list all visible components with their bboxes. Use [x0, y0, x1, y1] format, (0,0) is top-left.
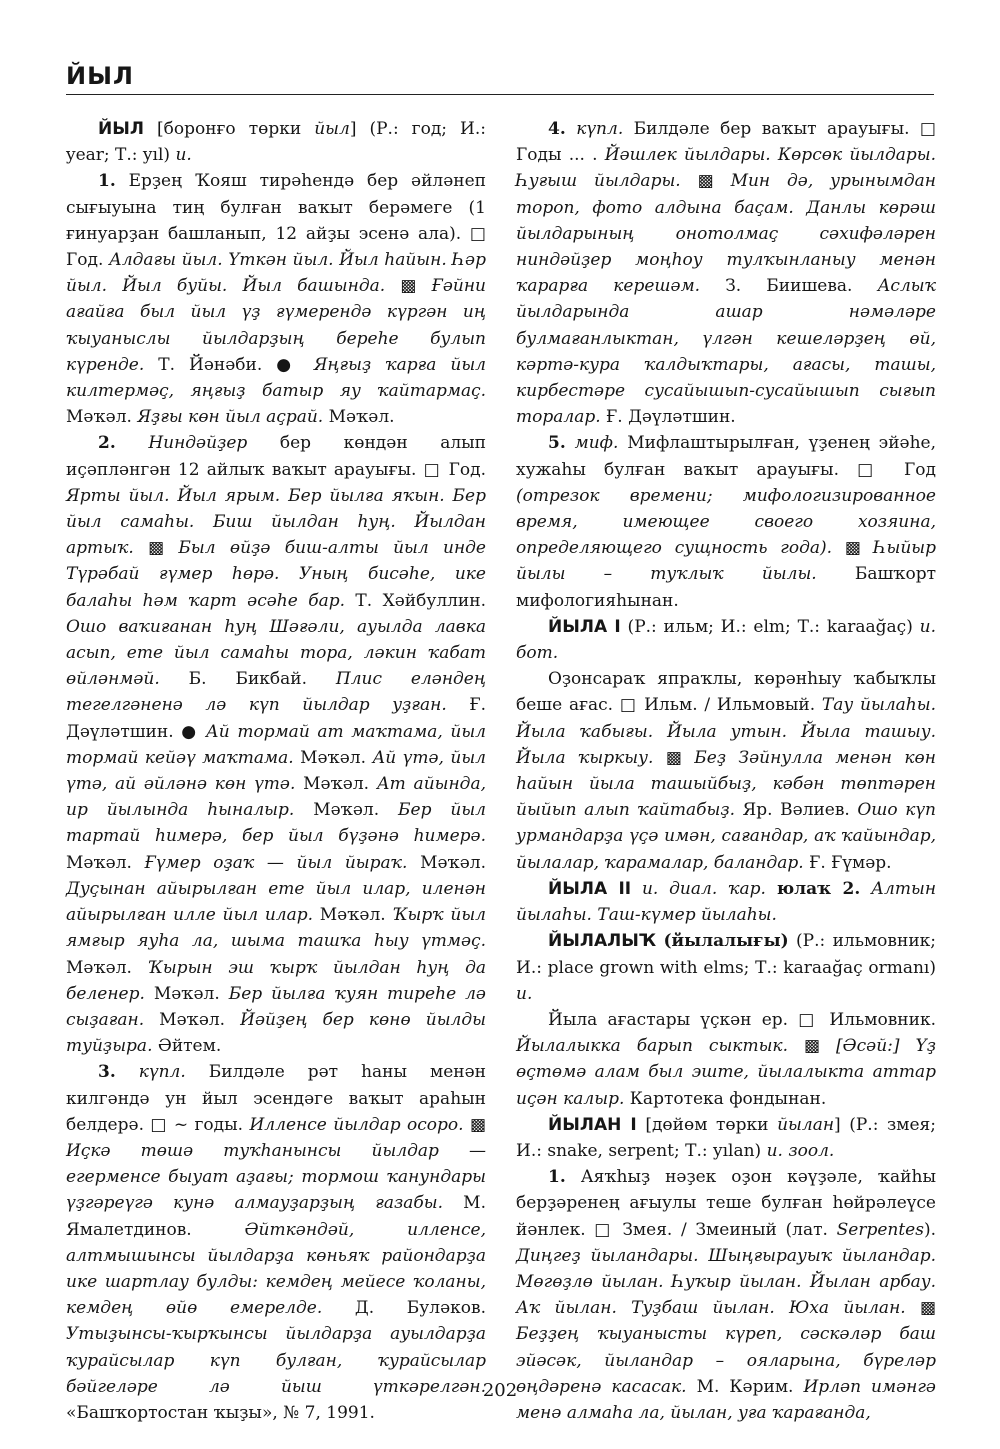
italic-text: Яңғыҙ ҡарға йыл килтермәҫ, яңғыҙ батыр яу ҡайтармаҫ.	[66, 354, 487, 402]
italic-text: и. бот.	[516, 616, 936, 664]
text-run	[860, 879, 871, 899]
entry-paragraph	[516, 116, 936, 430]
italic-text: Ирләп имәнгә менә алмаһа ла, йылан, уға ҡарағанда,	[516, 1376, 936, 1423]
italic-text: Яҙғы көн йыл аҫрай.	[137, 407, 324, 428]
text-run: «Башҡортостан ҡыҙы», № 7, 1991.	[66, 1402, 375, 1423]
italic-text: Диңгеҙ йыландары. Шыңғырауыҡ йыландар. Мөгөҙлө йылан. Һуҡыр йылан. Йылан арбау. Аҡ йылан. Туҙбаш йылан. Юха йылан.	[516, 1245, 936, 1319]
text-run: Мәҡәл.	[295, 774, 377, 795]
entry-paragraph	[516, 1112, 936, 1164]
text-run: Б. Бикбай.	[159, 669, 336, 690]
italic-text: (отрезок времени; мифологизированное время, имеющее своего хозяина, определяющего сущность года).	[516, 485, 936, 559]
text-run: М. Кәрим.	[686, 1376, 804, 1397]
entry-paragraph	[516, 430, 936, 613]
text-run: Башҡорт мифологияһынан.	[516, 564, 936, 611]
italic-text: йыл	[314, 119, 350, 139]
italic-text: Йәйҙең бер көнө йылды туйҙыра.	[66, 1009, 486, 1057]
italic-text: Ярты йыл. Йыл ярым. Бер йылға яҡын. Бер йыл самаһы. Биш йылдан һуң. Йылдан артыҡ.	[66, 485, 486, 559]
text-run	[116, 1062, 139, 1082]
text-run: Оҙонсараҡ япраҡлы, көрәнһыу ҡабыҡлы беше ағас. □ Ильм. / Ильмовый.	[516, 669, 936, 716]
text-run: Мәҡәл.	[313, 905, 393, 926]
text-run: Мәҡәл.	[293, 747, 373, 768]
headword: ЙЫЛА II	[548, 878, 632, 899]
italic-text: күпл.	[138, 1062, 186, 1083]
text-run	[116, 433, 149, 453]
text-run: Мәҡәл.	[66, 407, 138, 428]
text-run: ▩	[905, 1298, 937, 1319]
text-run: ▩	[680, 171, 731, 192]
text-run: Ғ. Дәүләтшин. ●	[66, 695, 486, 742]
entry-paragraph	[66, 430, 486, 1059]
text-run: бер көндән алып иҫәпләнгән 12 айлыҡ ваҡыт арауығы. □ Год.	[66, 433, 486, 480]
running-header-title: ЙЫЛ	[66, 62, 134, 90]
italic-text: Ат айында, ир йылында һыналыр.	[66, 774, 486, 821]
italic-text: Алтын йылаһы. Таш-күмер йылаһы.	[516, 878, 937, 926]
text-run: Т. Йәнәби. ●	[144, 354, 314, 375]
text-run: Йыла ағастары үҫкән ер. □ Ильмовник.	[548, 1009, 936, 1030]
text-run: Ғ. Ғүмәр.	[803, 852, 892, 873]
text-run: Мәҡәл.	[294, 800, 399, 821]
italic-text: Аслыҡ йылдарында ашар нәмәләре булмағанлыктан, үлгән кешеләрҙең өй, кәртә-кура ҡалдыҡтары, ағасы, ташы, кирбестәре сусайышып-сусайышып сығып торалар.	[516, 276, 936, 428]
italic-text: и. зоол.	[766, 1140, 835, 1161]
italic-text: Ниндәйҙер	[148, 433, 248, 454]
entry-paragraph	[516, 666, 936, 876]
italic-text: Ҡырҡ йыл ямғыр яуһа ла, шыма ташҡа һыу үтмәҫ.	[66, 905, 486, 952]
sense-number: 2.	[98, 433, 116, 454]
italic-text: Иҫкә төшә туҡһанынсы йылдар — егерменсе быуат аҙағы; тормош ҡанундары үҙгәреүгә кунә алмауҙарҙың ғазабы.	[66, 1140, 486, 1214]
sense-number: 1.	[98, 171, 116, 192]
text-run: ▩	[832, 538, 874, 559]
text-run: Мәҡәл.	[323, 407, 395, 428]
text-run: Мәҡәл.	[144, 983, 229, 1004]
italic-text: Илленсе йылдар осоро.	[249, 1114, 464, 1135]
entry-paragraph	[516, 876, 936, 928]
italic-text: Ай үтә, йыл үтә, ай әйләнә көн үтә.	[66, 747, 487, 795]
text-run	[566, 433, 575, 453]
text-run: Билдәле рәт һаны менән килгәндә ун йыл эсендәге ваҡыт араһын белдерә. □ ~ годы.	[66, 1062, 486, 1135]
entry-paragraph	[66, 168, 486, 430]
italic-text: [Әсәй:] Үҙ өҫтөмә алам был эште, йылалыкта аттар иҫән калыр.	[516, 1036, 937, 1109]
text-run: Д. Буләков.	[322, 1298, 486, 1319]
text-run: ).	[923, 1219, 936, 1240]
italic-text: Һыйыр йылы – туҡлыҡ йылы.	[516, 538, 937, 585]
italic-text: Йылалыкка барып сыктык.	[516, 1036, 788, 1057]
italic-text: Беҙ Зәйнулла менән көн һайын йыла ташыйбыҙ, кәбән төптәрен йыйып алып ҡайтабыҙ.	[516, 747, 936, 821]
italic-text: миф.	[574, 433, 619, 454]
italic-text: Тау йылаһы. Йыла ҡабығы. Йыла утын. Йыла ташыу. Йыла ҡыркыу.	[516, 695, 936, 768]
text-run: (йылалығы)	[663, 931, 789, 952]
italic-text: Ғәйни ағайға был йыл үҙ ғүмерендә күргән иң ҡыуаныслы йылдарҙың береһе булып күренде.	[66, 276, 486, 375]
text-run: ▩	[385, 276, 432, 297]
entry-paragraph	[516, 928, 936, 1007]
italic-text: Ҡырын эш ҡырҡ йылдан һуң да беленер.	[66, 957, 486, 1004]
entry-paragraph	[516, 1007, 936, 1112]
italic-text: и.	[175, 145, 192, 166]
headword: ЙЫЛ	[98, 119, 144, 139]
text-run: Билдәле бер ваҡыт арауығы. □ Годы ... .	[516, 119, 936, 166]
text-run: Мәҡәл.	[66, 957, 148, 978]
entry-paragraph	[66, 1059, 486, 1426]
text-run	[766, 879, 777, 899]
italic-text: Ошо ваҡиғанан һуң Шәғәли, ауылда лавка асып, ете йыл самаһы тора, ләкин ҡабат өйләнмәй.	[66, 616, 486, 690]
italic-text: Беҙҙең ҡыуанысты күреп, сәскәләр баш эйәсәк, йыландар – ояларына, бүреләр өңдәренә касасак.	[516, 1324, 936, 1397]
italic-text: Алдағы йыл. Үткән йыл. Йыл һайын. Һәр йыл. Йыл буйы. Йыл башында.	[66, 250, 486, 297]
text-run: ▩	[653, 747, 695, 768]
text-run: [боронғо төрки	[143, 119, 315, 139]
text-run: М. Ямалетдинов.	[66, 1193, 486, 1240]
italic-text: Бер йыл тартай һимерә, бер йыл бүҙәнә һимерә.	[66, 800, 486, 847]
text-run	[631, 879, 642, 899]
text-run: ▩	[133, 538, 179, 559]
headword: ЙЫЛА I	[548, 616, 621, 637]
text-run: Мәҡәл.	[66, 852, 145, 873]
page-number: 202	[482, 1380, 518, 1401]
left-column	[66, 116, 486, 1426]
italic-text: Дуҫынан айырылған ете йыл илар, иленән айырылған илле йыл илар.	[66, 878, 486, 926]
italic-text: йылан	[777, 1114, 835, 1135]
text-run: Мифлаштырылған, үҙенең эйәһе, хужаһы булған ваҡыт арауығы. □ Год	[516, 433, 937, 480]
entry-paragraph	[66, 116, 486, 168]
text-run: Әйтем.	[152, 1036, 222, 1057]
italic-text: Serpentes	[836, 1219, 924, 1240]
running-header	[66, 52, 934, 95]
text-run: Ғ. Дәүләтшин.	[600, 407, 736, 428]
italic-text: Утыҙынсы-ҡырҡынсы йылдарҙа ауылдарҙа ҡурайсылар күп булған, ҡурайсылар бәйгеләре лә йыш үткәрелгән.	[66, 1324, 486, 1397]
sense-number: 1.	[548, 1167, 566, 1188]
text-run: [дөйөм төрки	[636, 1114, 778, 1135]
text-run: ] (Р.: змея; И.: snake, serpent; Т.: yılan)	[516, 1114, 937, 1161]
text-run: ▩	[463, 1114, 487, 1135]
text-run: З. Биишева.	[700, 276, 878, 297]
text-run	[566, 119, 576, 139]
text-run: Картотека фондынан.	[624, 1088, 827, 1109]
text-run: ▩	[787, 1036, 837, 1057]
italic-text: Ғүмер оҙаҡ — йыл йыраҡ.	[144, 852, 408, 873]
sense-number: 4.	[548, 119, 566, 139]
sense-number: 3.	[98, 1062, 116, 1083]
text-run: (Р.: ильмовник; И.: place grown with elms; Т.: karaağaç ormanı)	[516, 931, 936, 978]
italic-text: Әйткәндәй, илленсе, алтмышынсы йылдарҙа көньяҡ райондарҙа ике шартлау булды: кемдең мейесе ҡоланы, кемдең өйө емерелде.	[66, 1219, 486, 1319]
right-column	[516, 116, 936, 1426]
text-run: ] (Р.: год; И.: year; Т.: yıl)	[66, 119, 486, 166]
text-run: Ерҙең Ҡояш тирәһендә бер әйләнеп сығыуына тиң булған ваҡыт берәмеге (1 ғинуарҙан башланып, 12 айҙы эсенә ала). □ Год.	[66, 171, 486, 271]
text-run: (Р.: ильм; И.: elm; Т.: karaağaç)	[620, 616, 920, 637]
italic-text: и.	[516, 983, 533, 1004]
italic-text: и. диал. ҡар.	[641, 878, 766, 899]
italic-text: Бер йылға ҡуян тиреһе лә сыҙаған.	[66, 983, 486, 1030]
text-run: Яр. Вәлиев.	[735, 800, 858, 821]
text-run: юлаҡ 2.	[776, 878, 861, 899]
text-run: Аяҡһыҙ нәҙек оҙон кәүҙәле, ҡайһы берҙәренең ағыулы теше булған һөйрәлеүсе йәнлек. □ Змея. / Змеиный (лат.	[516, 1167, 936, 1240]
italic-text: Мин дә, урынымдан тороп, фото алдына баҫам. Данлы көрәш йылдарының онотолмаҫ сәхифәләрен ниндәйҙер моңһоу тулҡынланыу менән ҡарарға керешәм.	[516, 171, 937, 297]
text-run: Т. Хәйбуллин.	[345, 590, 486, 611]
sense-number: 5.	[548, 433, 566, 454]
italic-text: Йәшлек йылдары. Көрсөк йылдары. Һуғыш йылдары.	[516, 145, 936, 192]
italic-text: күпл.	[576, 119, 624, 139]
text-run: Мәҡәл.	[407, 852, 486, 873]
headword: ЙЫЛАН I	[548, 1114, 637, 1135]
italic-text: Ошо күп урмандарҙа үҫә имән, сағандар, аҡ ҡайындар, йылалар, ҡарамалар, баландар.	[516, 800, 936, 873]
italic-text: Плис еләндең тегелгәненә лә күп йылдар уҙған.	[66, 669, 486, 716]
headword: ЙЫЛАЛЫҠ	[548, 931, 657, 952]
entry-paragraph	[516, 614, 936, 666]
text-run: Мәҡәл.	[144, 1009, 241, 1030]
italic-text: Ай тормай ат маҡтама, йыл тормай кейәү маҡтама.	[66, 721, 486, 768]
italic-text: Был өйҙә биш-алты йыл инде Түрәбай ғүмер һөрә. Уның бисәһе, ике балаһы һәм ҡарт әсәһе бар.	[66, 538, 486, 611]
